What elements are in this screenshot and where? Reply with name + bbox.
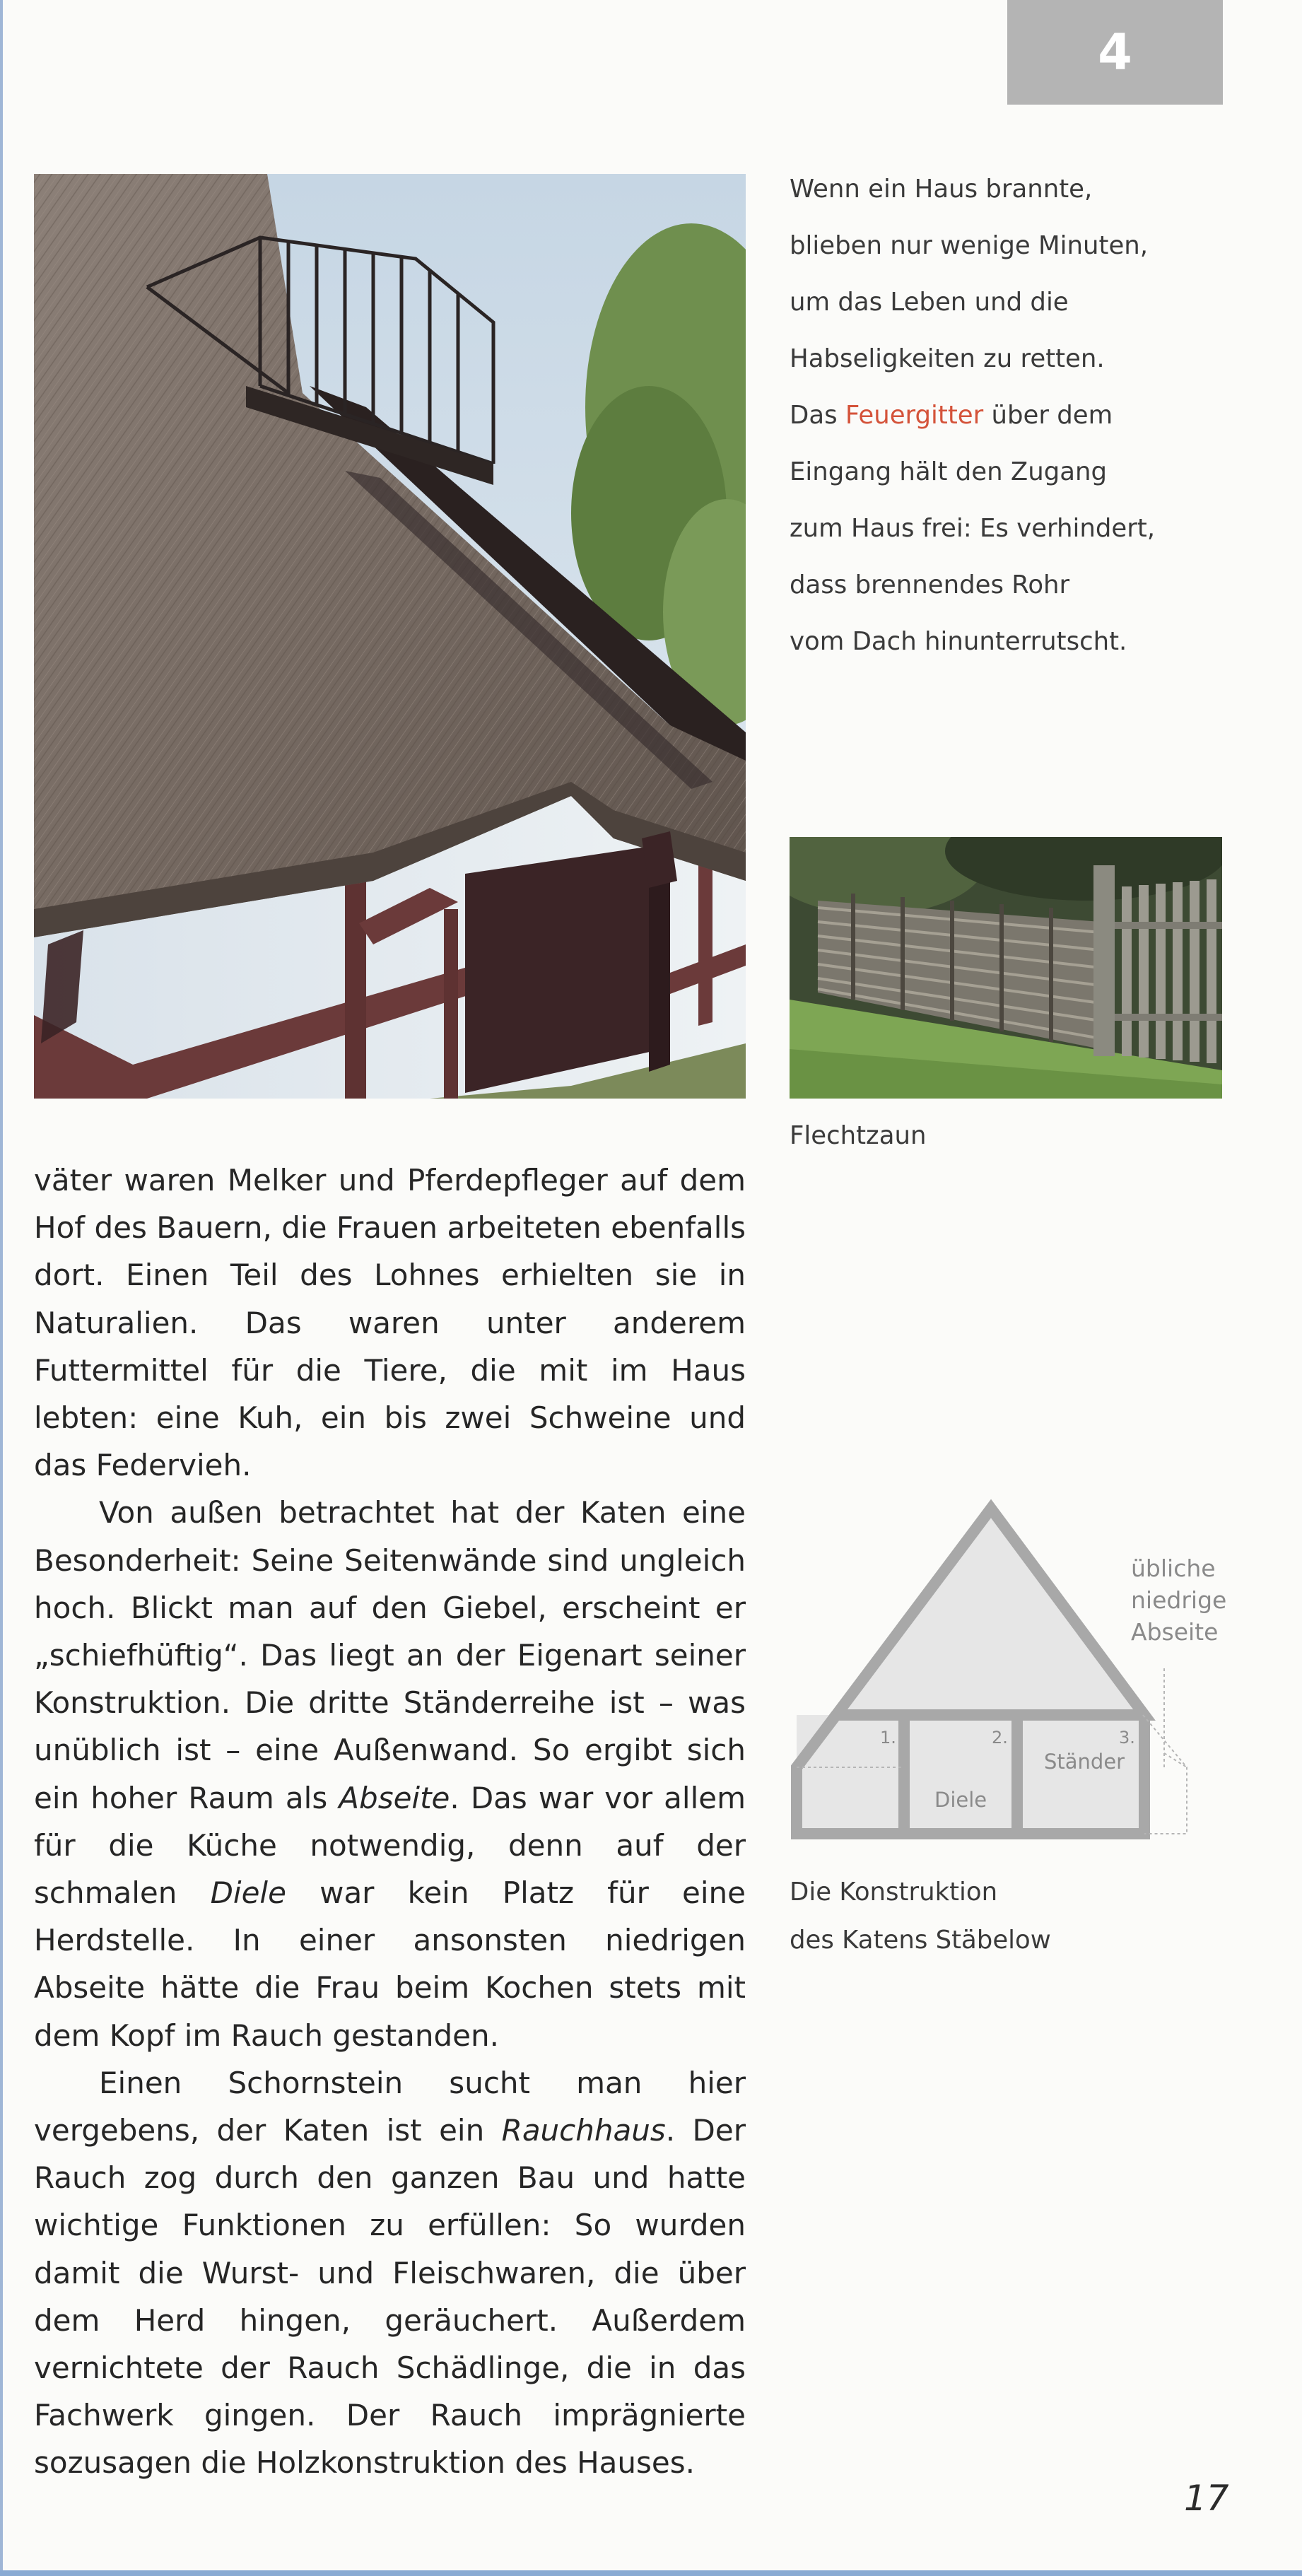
construction-diagram-svg bbox=[790, 1499, 1242, 1852]
label-post-3: 3. bbox=[1119, 1728, 1135, 1747]
paragraph-3-text: Einen Schornstein sucht man hier vergebens, der Katen ist ein bbox=[34, 2065, 746, 2148]
cottage-photo-illustration bbox=[34, 174, 746, 1099]
sidebar-line: Wenn ein Haus brannte, bbox=[790, 175, 1093, 204]
cottage-photo bbox=[34, 174, 746, 1099]
paragraph-1: väter waren Melker und Pferdepfleger auf dem Hof des Bauern, die Frauen arbeiteten ebenfalls dort. Einen Teil des Lohnes erhielten sie in Naturalien. Das waren unter anderem Futtermittel für die Tiere, die mit im Haus lebten: eine Kuh, ein bis zwei Schweine und das Federvieh. bbox=[34, 1163, 746, 1483]
sidebar-line: Habseligkeiten zu retten. bbox=[790, 344, 1105, 373]
paragraph-3 bbox=[34, 2059, 746, 2487]
chapter-number: 4 bbox=[1098, 23, 1132, 81]
gable-roof-shape bbox=[836, 1509, 1144, 1715]
term-rauchhaus: Rauchhaus bbox=[501, 2113, 666, 2148]
sidebar-line: vom Dach hinunterrutscht. bbox=[790, 627, 1127, 656]
label-post-2: 2. bbox=[992, 1728, 1008, 1747]
label-diele: Diele bbox=[934, 1788, 987, 1812]
paragraph-2-text: Von außen betrachtet hat der Katen eine Besonderheit: Seine Seitenwände sind ungleich hoch. Blickt man auf den Giebel, erscheint er „schiefhüftig“. Das liegt an der Eigenart seiner Konstruktion. Die dritte Ständerreihe ist – was unüblich ist – eine Außenwand. So ergibt sich ein hoher Raum als bbox=[34, 1495, 746, 1815]
construction-diagram bbox=[790, 1499, 1242, 1852]
paragraph-3-text: . Der Rauch zog durch den ganzen Bau und hatte wichtige Funktionen zu erfüllen: So wurden damit die Wurst- und Fleischwaren, die über dem Herd hingen, geräuchert. Außerdem vernichtete der Rauch Schädlinge, die in das Fachwerk gingen. Der Rauch imprägnierte sozusagen die Holzkonstruktion des Hauses. bbox=[34, 2113, 746, 2481]
diagram-caption-line: des Katens Stäbelow bbox=[790, 1926, 1051, 1955]
paragraph-2 bbox=[34, 1489, 746, 2059]
chapter-number-tab bbox=[1007, 0, 1223, 105]
label-staender: Ständer bbox=[1044, 1750, 1125, 1774]
fence-caption bbox=[790, 1112, 1228, 1160]
label-abseite: Abseite bbox=[1131, 1618, 1219, 1646]
diagram-caption bbox=[790, 1868, 1228, 1965]
sidebar-line: zum Haus frei: Es verhindert, bbox=[790, 514, 1156, 543]
feuergitter-term: Feuergitter bbox=[845, 401, 984, 430]
sidebar-line: dass brennendes Rohr bbox=[790, 570, 1070, 599]
sidebar-line bbox=[790, 387, 1228, 444]
sidebar-text: Das bbox=[790, 401, 845, 430]
sidebar-line: blieben nur wenige Minuten, bbox=[790, 231, 1149, 260]
sidebar-text: über dem bbox=[983, 401, 1113, 430]
fence-caption-text: Flechtzaun bbox=[790, 1121, 927, 1150]
fence-photo bbox=[790, 837, 1222, 1099]
sidebar-line: Eingang hält den Zugang bbox=[790, 457, 1108, 486]
page-number: 17 bbox=[1184, 2478, 1229, 2519]
label-ubliche: übliche bbox=[1131, 1555, 1216, 1582]
sidebar-fire-note bbox=[790, 161, 1228, 670]
label-niedrige: niedrige bbox=[1131, 1586, 1227, 1614]
paragraph-2-text: war kein Platz für eine Herdstelle. In einer ansonsten niedrigen Abseite hätte die Frau beim Kochen stets mit dem Kopf im Rauch gestanden. bbox=[34, 1875, 746, 2053]
diagram-caption-line: Die Konstruktion bbox=[790, 1878, 998, 1907]
sidebar-line: um das Leben und die bbox=[790, 288, 1069, 317]
term-abseite: Abseite bbox=[339, 1780, 450, 1815]
fence-photo-illustration bbox=[790, 837, 1222, 1099]
term-diele: Diele bbox=[210, 1875, 286, 1911]
scan-edge bbox=[0, 2570, 1302, 2576]
label-post-1: 1. bbox=[880, 1728, 896, 1747]
paragraph-2-text: . Das war vor allem für die Küche notwendig, denn auf der schmalen bbox=[34, 1780, 746, 1911]
body-text bbox=[34, 1157, 746, 2487]
page-edge-shadow bbox=[0, 0, 3, 2576]
